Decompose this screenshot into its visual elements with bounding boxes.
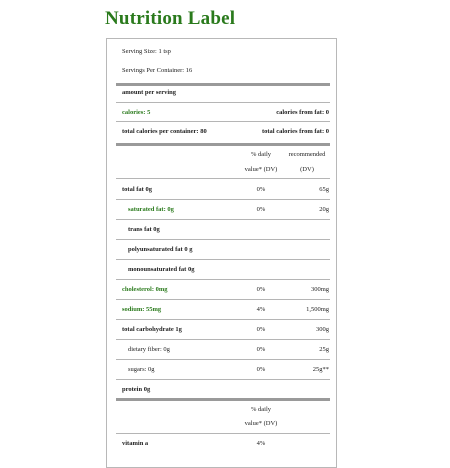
divider [116, 259, 330, 260]
calories: calories: 5 [122, 109, 151, 116]
divider [116, 102, 330, 103]
nutrient-rec: 300g [316, 326, 329, 333]
nutrient-dv: 0% [256, 206, 266, 213]
nutrient-dv: 4% [256, 306, 266, 313]
divider-thick [116, 83, 330, 86]
rec-header-line2: (DV) [300, 166, 314, 173]
nutrient-label: sodium: 55mg [122, 306, 162, 313]
divider [116, 433, 330, 434]
divider [116, 319, 330, 320]
amount-per-serving: amount per serving [122, 89, 177, 96]
divider [116, 121, 330, 122]
divider [116, 359, 330, 360]
vitamin-dv-header-line1: % daily [250, 406, 272, 413]
nutrient-label: monounsaturated fat 0g [128, 266, 195, 273]
divider-thick [116, 143, 330, 146]
vitamin-label: vitamin a [122, 440, 149, 447]
vitamin-dv-header-line2: value* (DV) [244, 420, 278, 427]
nutrient-rec: 25g [319, 346, 329, 353]
nutrient-dv: 0% [256, 326, 266, 333]
dv-header-line1: % daily [250, 151, 272, 158]
total-calories-from-fat: total calories from fat: 0 [261, 128, 329, 135]
rec-header-line1: recommended [288, 151, 326, 158]
dv-header-line2: value* (DV) [244, 166, 278, 173]
nutrient-label: protein 0g [122, 386, 151, 393]
nutrient-label: polyunsaturated fat 0 g [128, 246, 193, 253]
vitamin-dv: 4% [256, 440, 266, 447]
divider [116, 339, 330, 340]
divider [116, 279, 330, 280]
nutrient-label: total fat 0g [122, 186, 152, 193]
nutrient-label: sugars: 0g [128, 366, 155, 373]
divider [116, 379, 330, 380]
divider [116, 219, 330, 220]
nutrient-dv: 0% [256, 346, 266, 353]
nutrient-dv: 0% [256, 186, 266, 193]
divider [116, 178, 330, 179]
divider [116, 239, 330, 240]
nutrient-label: total carbohydrate 1g [122, 326, 182, 333]
servings-per-container: Servings Per Container: 16 [122, 67, 193, 74]
total-calories: total calories per container: 80 [122, 128, 207, 135]
nutrient-label: cholesterol: 0mg [122, 286, 168, 293]
divider [116, 299, 330, 300]
divider-thick [116, 398, 330, 401]
nutrient-label: saturated fat: 0g [128, 206, 174, 213]
nutrient-label: dietary fiber: 0g [128, 346, 170, 353]
nutrient-rec: 1,500mg [306, 306, 329, 313]
divider [116, 199, 330, 200]
page-title: Nutrition Label [105, 8, 236, 29]
serving-size: Serving Size: 1 tsp [122, 48, 171, 55]
nutrient-rec: 25g** [312, 366, 329, 373]
nutrient-rec: 65g [319, 186, 329, 193]
nutrient-rec: 20g [319, 206, 329, 213]
nutrient-dv: 0% [256, 366, 266, 373]
nutrient-dv: 0% [256, 286, 266, 293]
nutrient-rec: 300mg [310, 286, 329, 293]
calories-from-fat: calories from fat: 0 [276, 109, 329, 116]
nutrient-label: trans fat 0g [128, 226, 160, 233]
